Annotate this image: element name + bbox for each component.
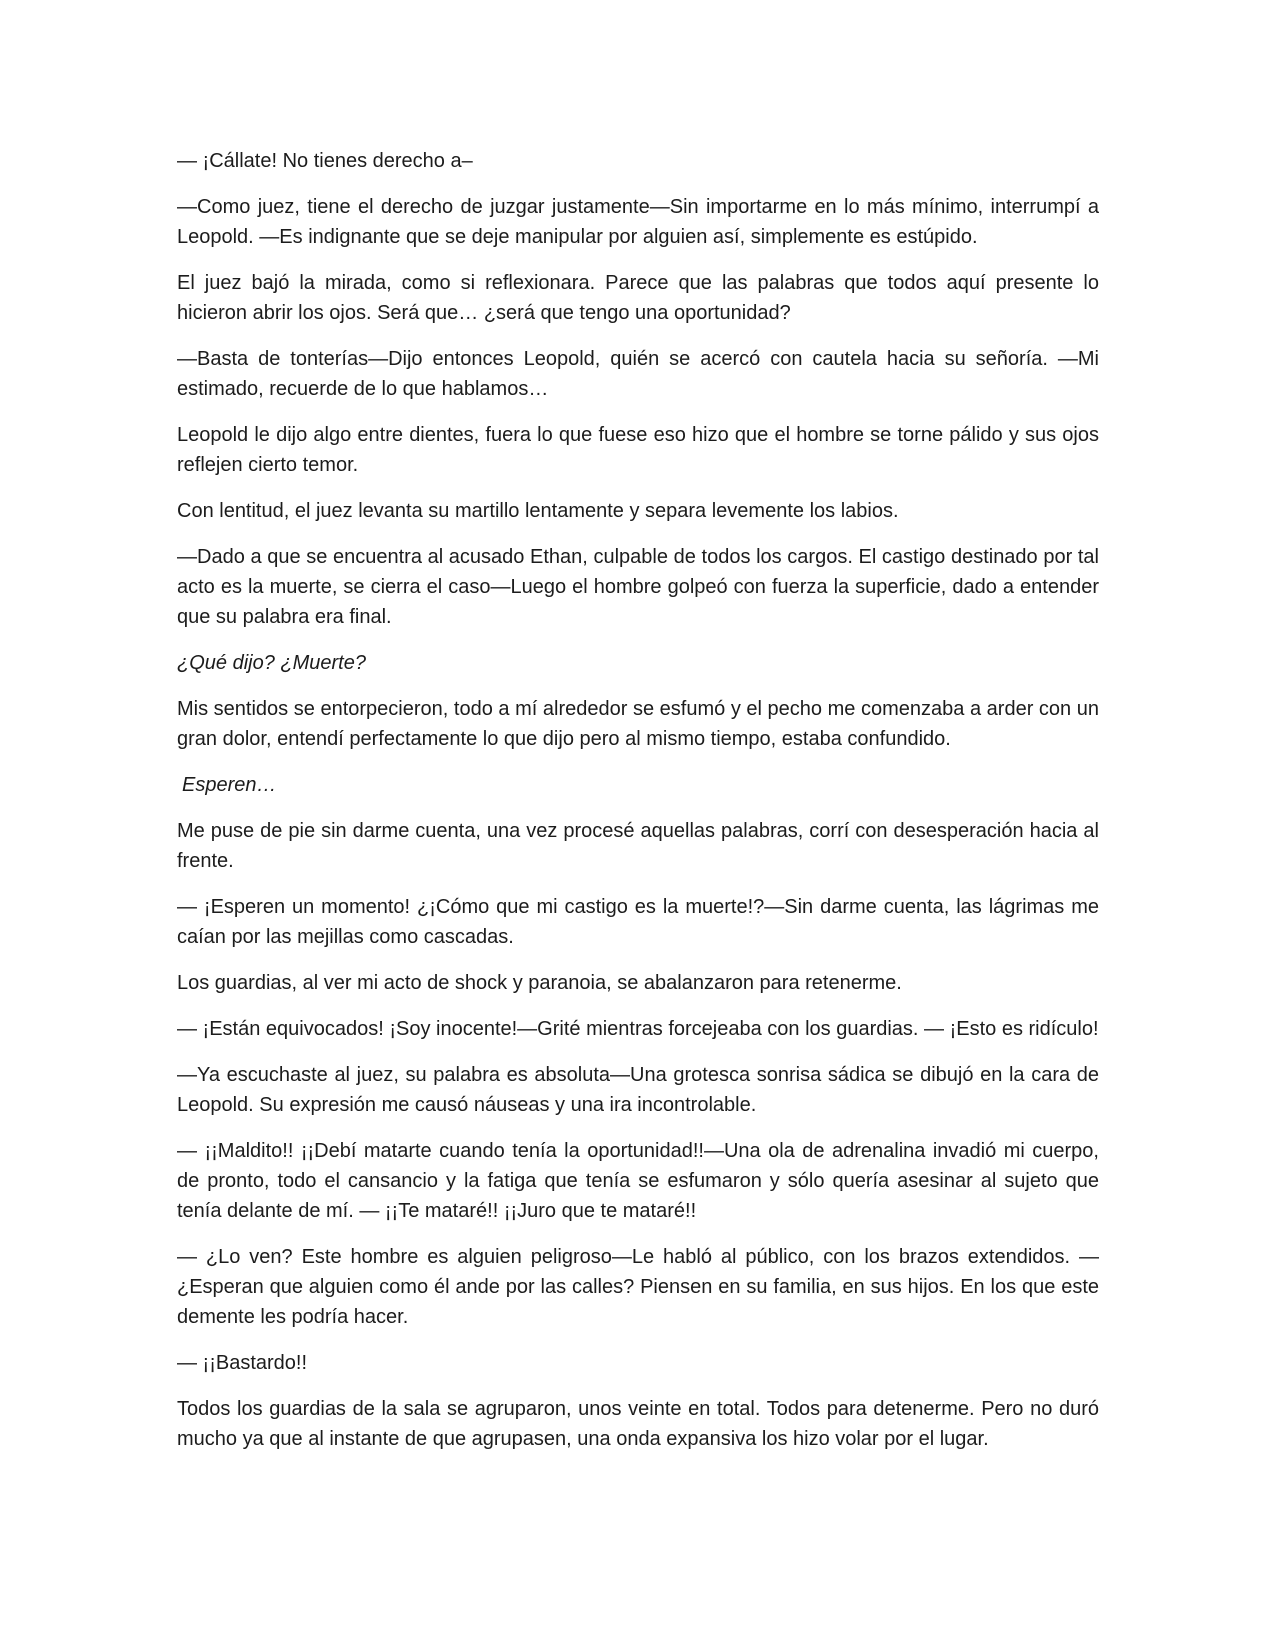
paragraph: — ¡¡Bastardo!! (177, 1352, 308, 1374)
paragraph: — ¡Cállate! No tienes derecho a– (177, 150, 473, 172)
paragraph: — ¡Esperen un momento! ¿¡Cómo que mi castigo es la muerte!?—Sin darme cuenta, las lágrimas me caían por las mejillas como cascadas. (177, 896, 1099, 948)
paragraph: Los guardias, al ver mi acto de shock y paranoia, se abalanzaron para retenerme. (177, 972, 902, 994)
paragraph: — ¿Lo ven? Este hombre es alguien peligroso—Le habló al público, con los brazos extendidos. —¿Esperan que alguien como él ande por las calles? Piensen en su familia, en sus hijos. En los que este demente les podría hacer. (177, 1246, 1099, 1328)
paragraph: — ¡¡Maldito!! ¡¡Debí matarte cuando tenía la oportunidad!!—Una ola de adrenalina invadió mi cuerpo, de pronto, todo el cansancio y la fatiga que tenía se esfumaron y sólo quería asesinar al sujeto que tenía delante de mí. — ¡¡Te mataré!! ¡¡Juro que te mataré!! (177, 1140, 1099, 1222)
italic-thought: ¿Qué dijo? ¿Muerte? (177, 652, 366, 674)
paragraph: Todos los guardias de la sala se agruparon, unos veinte en total. Todos para detenerme. Pero no duró mucho ya que al instante de que agrupasen, una onda expansiva los hizo volar por el lugar. (177, 1398, 1099, 1450)
paragraph: —Basta de tonterías—Dijo entonces Leopold, quién se acercó con cautela hacia su señoría. —Mi estimado, recuerde de lo que hablamos… (177, 348, 1099, 400)
italic-thought: Esperen… (182, 774, 277, 796)
paragraph: El juez bajó la mirada, como si reflexionara. Parece que las palabras que todos aquí presente lo hicieron abrir los ojos. Será que… ¿será que tengo una oportunidad? (177, 272, 1099, 324)
document-body (177, 146, 1099, 1470)
paragraph: —Ya escuchaste al juez, su palabra es absoluta—Una grotesca sonrisa sádica se dibujó en la cara de Leopold. Su expresión me causó náuseas y una ira incontrolable. (177, 1064, 1099, 1116)
paragraph: —Como juez, tiene el derecho de juzgar justamente—Sin importarme en lo más mínimo, interrumpí a Leopold. —Es indignante que se deje manipular por alguien así, simplemente es estúpido. (177, 196, 1099, 248)
paragraph: Mis sentidos se entorpecieron, todo a mí alrededor se esfumó y el pecho me comenzaba a arder con un gran dolor, entendí perfectamente lo que dijo pero al mismo tiempo, estaba confundido. (177, 698, 1099, 750)
paragraph: — ¡Están equivocados! ¡Soy inocente!—Grité mientras forcejeaba con los guardias. — ¡Esto es ridículo! (177, 1018, 1099, 1040)
paragraph: Me puse de pie sin darme cuenta, una vez procesé aquellas palabras, corrí con desesperación hacia al frente. (177, 820, 1099, 872)
paragraph: Leopold le dijo algo entre dientes, fuera lo que fuese eso hizo que el hombre se torne pálido y sus ojos reflejen cierto temor. (177, 424, 1099, 476)
paragraph: —Dado a que se encuentra al acusado Ethan, culpable de todos los cargos. El castigo destinado por tal acto es la muerte, se cierra el caso—Luego el hombre golpeó con fuerza la superficie, dado a entender que su palabra era final. (177, 546, 1099, 628)
paragraph: Con lentitud, el juez levanta su martillo lentamente y separa levemente los labios. (177, 500, 899, 522)
